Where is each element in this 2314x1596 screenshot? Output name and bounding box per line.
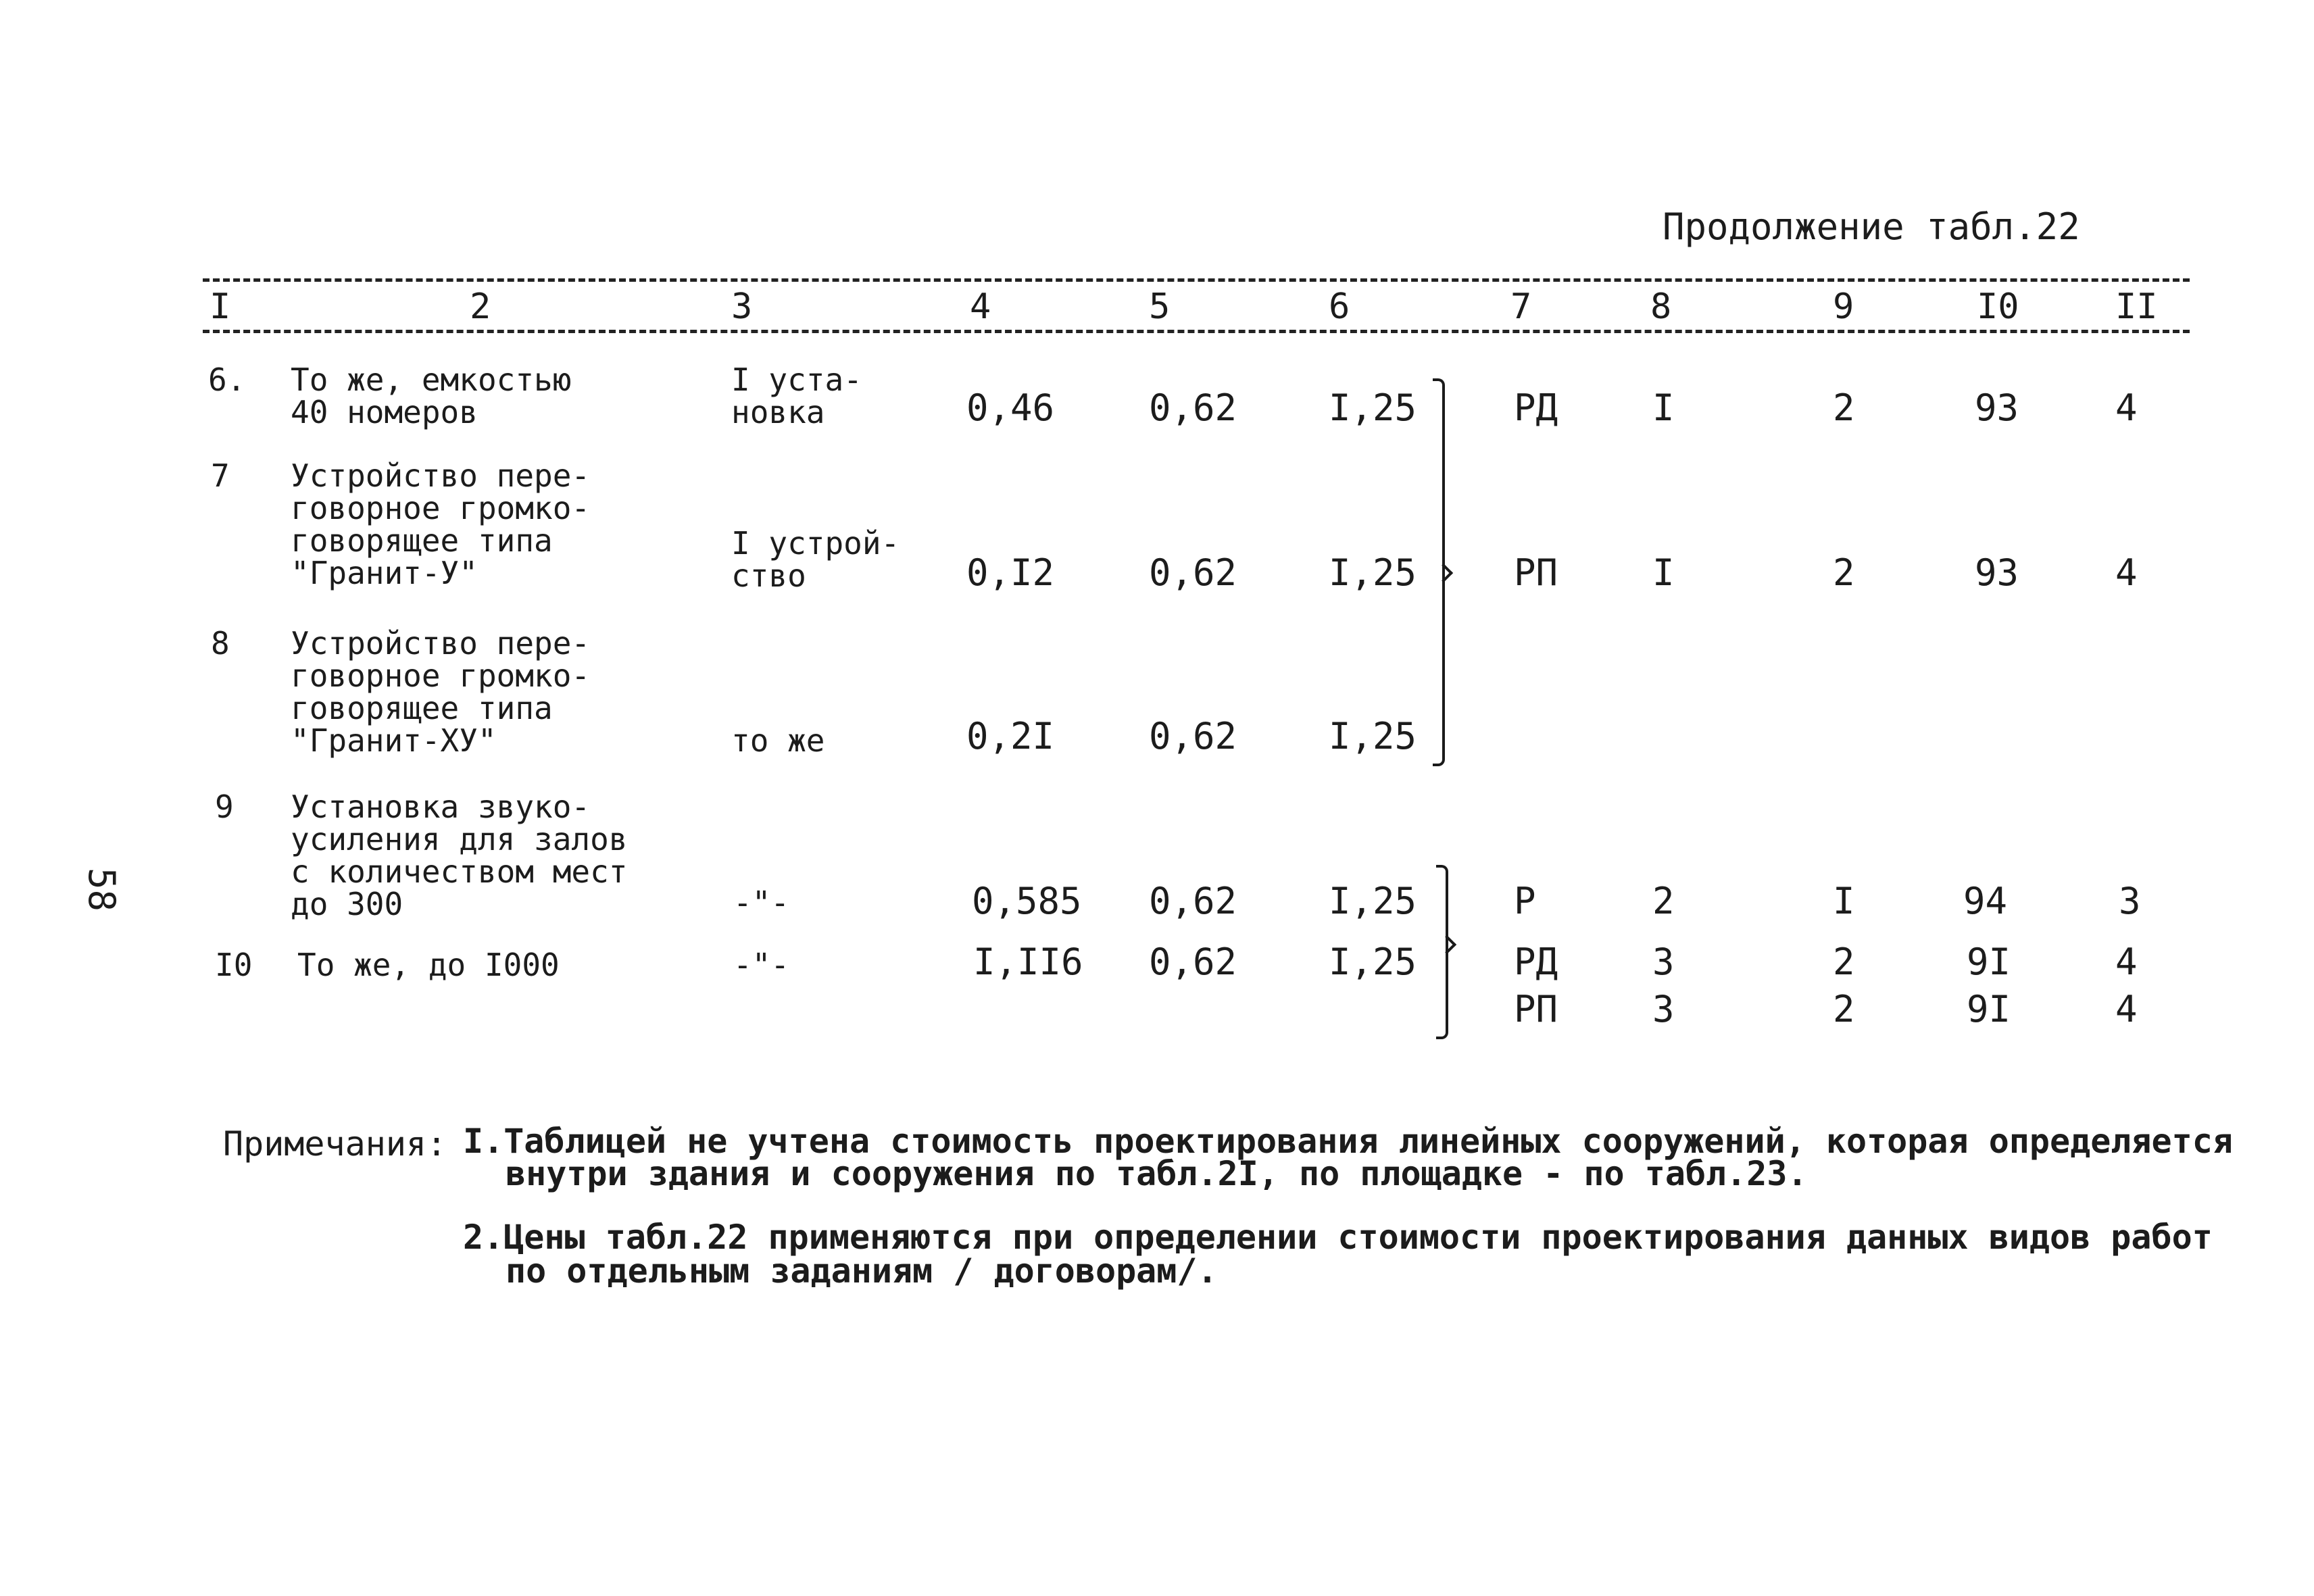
row-10-col9: 2 [1833, 941, 1855, 983]
row-9-col11: 3 [2119, 880, 2141, 922]
row-7-col7: РП [1514, 551, 1558, 594]
row-7-col11: 4 [2115, 551, 2138, 594]
row-9-col9: I [1833, 880, 1855, 922]
header-bottom-rule [203, 330, 2190, 333]
notes-label: Примечания: [223, 1124, 447, 1164]
row-7-col6: I,25 [1329, 551, 1417, 594]
row-10-number: I0 [215, 947, 253, 983]
column-number-6: 6 [1329, 286, 1350, 327]
row-6-col7: РД [1514, 386, 1558, 429]
row-10b-col11: 4 [2115, 988, 2138, 1030]
row-8-col5: 0,62 [1149, 715, 1237, 757]
row-10b-col10: 9I [1967, 988, 2011, 1030]
row-9-unit: -"- [733, 884, 790, 921]
row-7-col5: 0,62 [1149, 551, 1237, 594]
row-9-number: 9 [215, 789, 234, 825]
column-number-8: 8 [1650, 286, 1672, 327]
column-number-7: 7 [1510, 286, 1532, 327]
row-10-col8: 3 [1652, 941, 1675, 983]
row-9-name: Установка звуко- усиления для залов с количеством мест до 300 [291, 789, 628, 922]
column-number-2: 2 [470, 286, 491, 327]
row-6-number: 6. [208, 361, 246, 398]
column-number-10: I0 [1977, 286, 2019, 327]
note-2-line-1: 2.Цены табл.22 применяются при определении стоимости проектирования данных видов работ [463, 1218, 2213, 1257]
row-8-name: Устройство пере- говорное громко- говорящее типа "Гранит-ХУ" [291, 625, 591, 759]
row-6-col6: I,25 [1329, 386, 1417, 429]
row-7-unit: I устрой- ство [731, 525, 900, 594]
row-6-col10: 93 [1975, 386, 2019, 429]
row-10b-col9: 2 [1833, 988, 1855, 1030]
column-number-3: 3 [731, 286, 753, 327]
row-10-col10: 9I [1967, 941, 2011, 983]
table-continuation-label: Продолжение табл.22 [1663, 205, 2080, 248]
row-7-name: Устройство пере- говорное громко- говорящее типа "Гранит-У" [291, 457, 591, 591]
column-number-5: 5 [1149, 286, 1171, 327]
row-6-col11: 4 [2115, 386, 2138, 429]
row-9-col5: 0,62 [1149, 880, 1237, 922]
column-number-11: II [2115, 286, 2158, 327]
row-10-col7: РД [1514, 941, 1558, 983]
row-10-col6: I,25 [1329, 941, 1417, 983]
page-number: 58 [80, 868, 123, 912]
row-10-col4: I,II6 [973, 941, 1083, 983]
row-6-col9: 2 [1833, 386, 1855, 429]
row-9-col4: 0,585 [972, 880, 1082, 922]
row-10b-col8: 3 [1652, 988, 1675, 1030]
row-6-col4: 0,46 [966, 386, 1055, 429]
column-number-9: 9 [1833, 286, 1854, 327]
row-10-name: То же, до I000 [297, 947, 560, 983]
row-9-col8: 2 [1652, 880, 1675, 922]
row-9-col10: 94 [1963, 880, 2008, 922]
header-top-rule [203, 278, 2190, 282]
row-10b-col7: РП [1514, 988, 1558, 1030]
note-1-line-1: I.Таблицей не учтена стоимость проектирования линейных сооружений, которая определяется [463, 1122, 2233, 1161]
row-8-number: 8 [211, 625, 230, 662]
row-9-col6: I,25 [1329, 880, 1417, 922]
row-7-col9: 2 [1833, 551, 1855, 594]
column-number-1: I [210, 286, 231, 327]
row-8-unit: то же [731, 722, 825, 759]
row-8-col4: 0,2I [966, 715, 1055, 757]
row-10-col11: 4 [2115, 941, 2138, 983]
row-7-col8: I [1652, 551, 1675, 594]
row-6-name: То же, емкостью 40 номеров [291, 361, 572, 430]
row-7-col10: 93 [1975, 551, 2019, 594]
row-7-number: 7 [211, 457, 230, 494]
note-2-line-2: по отдельным заданиям / договорам/. [506, 1251, 1218, 1291]
row-7-col4: 0,I2 [966, 551, 1055, 594]
row-9-col7: Р [1514, 880, 1536, 922]
row-6-col8: I [1652, 386, 1675, 429]
row-6-col5: 0,62 [1149, 386, 1237, 429]
note-1-line-2: внутри здания и сооружения по табл.2I, по площадке - по табл.23. [506, 1154, 1808, 1193]
row-10-col5: 0,62 [1149, 941, 1237, 983]
column-number-4: 4 [970, 286, 991, 327]
row-10-unit: -"- [733, 947, 790, 983]
row-8-col6: I,25 [1329, 715, 1417, 757]
row-6-unit: I уста- новка [731, 361, 862, 430]
